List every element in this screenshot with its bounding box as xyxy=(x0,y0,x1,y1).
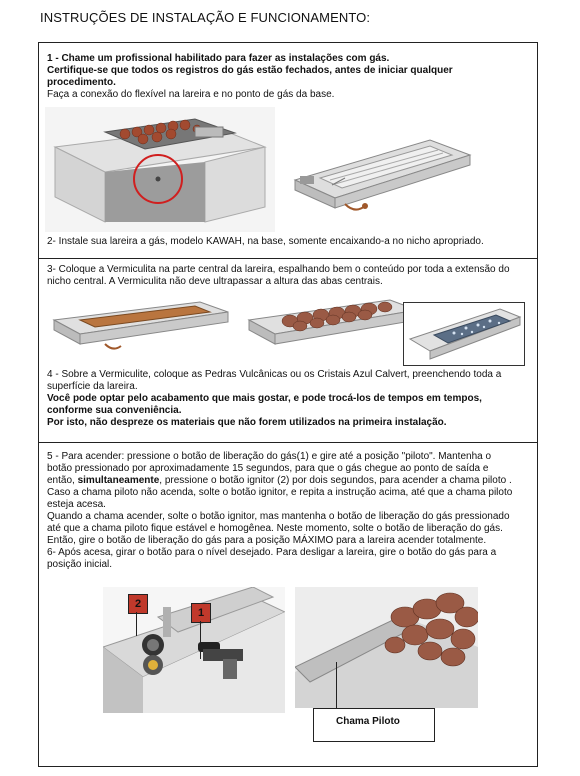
sec5-line6: Quando a chama acender, solte o botão ignitor, mas mantenha o botão de liberação do gás pressionado xyxy=(47,511,510,522)
sec3-line1: 3- Coloque a Vermiculita na parte central da lareira, espalhando bem o conteúdo por toda a extensão do xyxy=(47,264,510,275)
sec1-line4: Faça a conexão do flexível na lareira e no ponto de gás da base. xyxy=(47,89,335,100)
volcanic-stones-tray-image xyxy=(245,296,420,364)
pilot-flame-image xyxy=(295,587,478,708)
sec5-line3-a: então, xyxy=(47,475,78,486)
vermiculite-tray-image xyxy=(50,298,230,360)
chama-piloto-callout: Chama Piloto xyxy=(313,708,435,742)
sec5-line4: Caso a chama piloto não acenda, solte o botão ignitor, e repita a instrução acima, até que a chama piloto xyxy=(47,487,513,498)
burner-tray-image xyxy=(290,130,475,220)
sec5-line8: Então, gire o botão de liberação do gás para a posição MÁXIMO para a lareira acender totalmente. xyxy=(47,535,487,546)
sec5-line1: 5 - Para acender: pressione o botão de liberação do gás(1) e gire até a posição "piloto". Mantenha o xyxy=(47,451,492,462)
sec5-line3-bold: simultaneamente xyxy=(77,475,160,486)
sec5-line3 xyxy=(47,475,512,487)
blue-crystals-inset-image xyxy=(403,302,525,366)
sec5-line10: posição inicial. xyxy=(47,559,113,570)
step4-bold2: conforme sua conveniência. xyxy=(47,405,182,416)
badge-1-pointer xyxy=(200,621,201,659)
badge-2-pointer xyxy=(136,612,137,636)
sec1-line1: 1 - Chame um profissional habilitado para fazer as instalações com gás. xyxy=(47,53,390,64)
divider-1 xyxy=(38,258,538,259)
badge-2: 2 xyxy=(128,594,148,614)
step2-text: 2- Instale sua lareira a gás, modelo KAWAH, na base, somente encaixando-a no nicho apropriado. xyxy=(47,236,484,247)
sec1-line2: Certifique-se que todos os registros do gás estão fechados, antes de iniciar qualquer xyxy=(47,65,453,76)
step4-line1: 4 - Sobre a Vermiculite, coloque as Pedras Vulcânicas ou os Cristais Azul Calvert, preenchendo toda a xyxy=(47,369,502,380)
step4-line2: superfície da lareira. xyxy=(47,381,138,392)
step4-bold1: Você pode optar pelo acabamento que mais gostar, e pode trocá-los de tempos em tempos, xyxy=(47,393,482,404)
callout-pointer xyxy=(336,662,337,708)
page-title: INSTRUÇÕES DE INSTALAÇÃO E FUNCIONAMENTO: xyxy=(40,10,371,25)
sec5-line9: 6- Após acesa, girar o botão para o nível desejado. Para desligar a lareira, gire o botão do gás para a xyxy=(47,547,497,558)
sec5-line3-c: , pressione o botão ignitor (2) por dois segundos, para acender a chama piloto . xyxy=(159,475,512,486)
sec3-line2: nicho central. A Vermiculita não deve ultrapassar a altura das abas centrais. xyxy=(47,276,383,287)
sec5-line2: botão pressionado por aproximadamente 15 segundos, para que o gás chegue ao ponto de saída e xyxy=(47,463,489,474)
step4-bold3: Por isto, não despreze os materiais que não forem utilizados na primeira instalação. xyxy=(47,417,447,428)
badge-1: 1 xyxy=(191,603,211,623)
sec1-line3: procedimento. xyxy=(47,77,116,88)
base-installation-image xyxy=(45,107,275,232)
sec5-line7: até que a chama piloto fique estável e homogênea. Neste momento, solte o botão de liberação do gás. xyxy=(47,523,503,534)
divider-2 xyxy=(38,442,538,443)
sec5-line5: esteja acesa. xyxy=(47,499,106,510)
